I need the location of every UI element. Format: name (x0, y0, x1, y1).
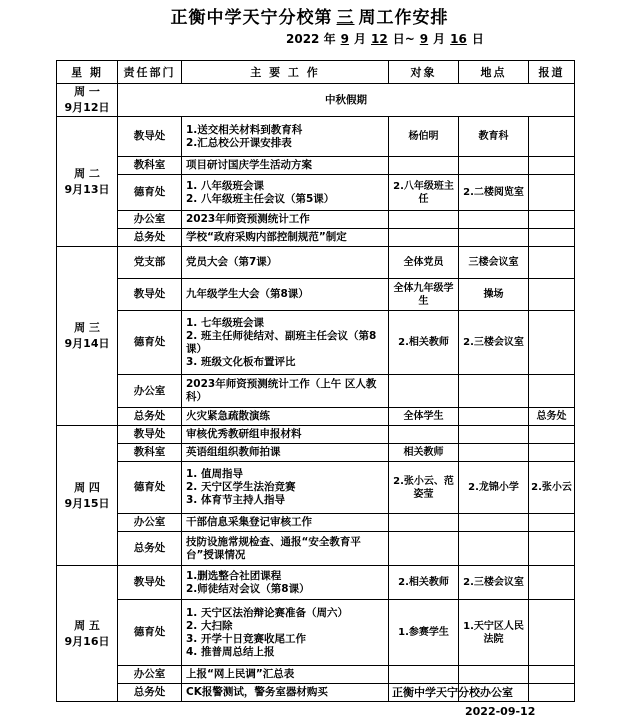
target-cell (389, 229, 459, 247)
schedule-table (56, 60, 575, 702)
title-prefix: 正衡中学天宁分校第 (170, 8, 333, 28)
day-date: 9月16日 (64, 634, 110, 648)
place-cell: 1.天宁区人民法院 (459, 600, 529, 666)
header-target: 对象 (389, 61, 459, 84)
target-cell: 2.八年级班主任 (389, 175, 459, 211)
day-date: 9月15日 (64, 496, 110, 510)
table-row (57, 566, 575, 600)
target-cell (389, 666, 459, 684)
table-row (57, 514, 575, 532)
place-cell (459, 444, 529, 462)
day-name: 周 二 (74, 166, 100, 180)
department-cell: 教导处 (118, 117, 182, 157)
work-line: 1. 天宁区法治辩论赛准备（周六） (186, 606, 348, 619)
work-line: 2.汇总校公开课安排表 (186, 136, 292, 149)
place-cell (459, 514, 529, 532)
work-cell (182, 247, 389, 279)
header-row (57, 61, 575, 84)
table-row (57, 175, 575, 211)
day-cell-thu (57, 426, 118, 566)
work-cell (182, 211, 389, 229)
place-cell (459, 375, 529, 408)
report-cell (529, 247, 575, 279)
table-row (57, 117, 575, 157)
target-cell (389, 375, 459, 408)
target-cell (389, 426, 459, 444)
report-cell (529, 117, 575, 157)
target-cell (389, 157, 459, 175)
work-cell (182, 600, 389, 666)
day-name: 周 三 (74, 321, 100, 334)
work-cell (182, 566, 389, 600)
report-cell (529, 532, 575, 566)
work-line: 1.送交相关材料到教育科 (186, 123, 303, 136)
report-cell (529, 566, 575, 600)
department-cell: 办公室 (118, 666, 182, 684)
report-cell: 总务处 (529, 408, 575, 426)
department-cell: 教科室 (118, 157, 182, 175)
target-cell (389, 514, 459, 532)
department-cell: 办公室 (118, 211, 182, 229)
day-name: 周 四 (74, 480, 100, 494)
target-cell: 1.参赛学生 (389, 600, 459, 666)
table-row (57, 666, 575, 684)
report-cell (529, 175, 575, 211)
work-cell (182, 311, 389, 375)
work-cell (182, 514, 389, 532)
day-cell-tue (57, 117, 118, 247)
report-cell (529, 666, 575, 684)
work-line: 2023年师资预测统计工作 (186, 213, 310, 225)
report-cell (529, 311, 575, 375)
header-department: 责任部门 (118, 61, 182, 84)
footer-org: 正衡中学天宁分校办公室 (392, 686, 513, 699)
report-cell (529, 229, 575, 247)
place-cell (459, 157, 529, 175)
work-cell (182, 229, 389, 247)
place-cell: 2.龙锦小学 (459, 462, 529, 514)
department-cell: 德育处 (118, 462, 182, 514)
report-cell (529, 157, 575, 175)
work-line: 项目研讨国庆学生活动方案 (186, 159, 312, 171)
work-line: 2023年师资预测统计工作（上午 区人教科） (186, 378, 377, 403)
work-cell (182, 408, 389, 426)
place-cell (459, 408, 529, 426)
day-cell-fri (57, 566, 118, 702)
work-line: 2. 八年级班主任会议（第5课） (186, 192, 335, 205)
report-cell: 2.张小云 (529, 462, 575, 514)
table-row (57, 444, 575, 462)
work-line: 3. 体育节主持人指导 (186, 494, 285, 506)
work-cell (182, 532, 389, 566)
table-row (57, 532, 575, 566)
work-line: 2.师徒结对会议（第8课） (186, 582, 310, 595)
day-date: 9月14日 (64, 337, 110, 350)
department-cell: 总务处 (118, 532, 182, 566)
header-report: 报道 (529, 61, 575, 84)
table-row (57, 157, 575, 175)
target-cell: 全体九年级学生 (389, 279, 459, 311)
target-cell (389, 211, 459, 229)
place-cell: 教育科 (459, 117, 529, 157)
department-cell: 德育处 (118, 175, 182, 211)
table-row (57, 408, 575, 426)
table-row (57, 279, 575, 311)
place-cell (459, 532, 529, 566)
table-row (57, 229, 575, 247)
work-line: 上报“网上民调”汇总表 (186, 668, 295, 680)
work-line: 党员大会（第7课） (186, 256, 278, 268)
footer-date: 2022-09-12 (465, 705, 536, 718)
place-cell: 2.三楼会议室 (459, 311, 529, 375)
department-cell: 德育处 (118, 311, 182, 375)
department-cell: 总务处 (118, 229, 182, 247)
holiday-cell: 中秋假期 (118, 84, 575, 117)
table-row (57, 211, 575, 229)
work-cell (182, 444, 389, 462)
work-cell (182, 462, 389, 514)
target-cell: 相关教师 (389, 444, 459, 462)
place-cell: 2.三楼会议室 (459, 566, 529, 600)
header-place: 地点 (459, 61, 529, 84)
table-row (57, 375, 575, 408)
work-cell (182, 684, 389, 702)
target-cell: 2.张小云、范姿莹 (389, 462, 459, 514)
day-name: 周 一 (74, 85, 100, 98)
page-title (0, 3, 619, 28)
target-cell: 杨伯明 (389, 117, 459, 157)
work-line: 2. 天宁区学生法治竞赛 (186, 481, 296, 493)
report-cell (529, 684, 575, 702)
work-line: 九年级学生大会（第8课） (186, 288, 309, 300)
report-cell (529, 600, 575, 666)
place-cell: 操场 (459, 279, 529, 311)
place-cell (459, 229, 529, 247)
work-line: 2. 班主任师徒结对、副班主任会议（第8课） (186, 329, 377, 355)
department-cell: 德育处 (118, 600, 182, 666)
header-weekday: 星 期 (57, 61, 118, 84)
department-cell: 教导处 (118, 566, 182, 600)
day-name: 周 五 (74, 618, 100, 632)
work-line: 审核优秀教研组申报材料 (186, 428, 302, 440)
work-line: 3. 开学十日竞赛收尾工作 (186, 632, 306, 645)
report-cell (529, 279, 575, 311)
work-line: 技防设施常规检查、通报“安全教育平台”授课情况 (186, 535, 361, 561)
table-row (57, 311, 575, 375)
report-cell (529, 211, 575, 229)
work-line: 英语组组织教师拍课 (186, 446, 281, 458)
title-suffix: 周工作安排 (358, 8, 449, 28)
work-line: 2. 大扫除 (186, 619, 233, 632)
report-cell (529, 375, 575, 408)
work-cell (182, 117, 389, 157)
date-range: 2022 年 9 月 12 日~ 9 月 16 日 (286, 32, 484, 46)
department-cell: 党支部 (118, 247, 182, 279)
work-cell (182, 666, 389, 684)
place-cell (459, 426, 529, 444)
department-cell: 办公室 (118, 514, 182, 532)
work-line: CK报警测试，警务室器材购买 (186, 686, 328, 698)
work-line: 4. 推普周总结上报 (186, 645, 275, 658)
day-cell-mon (57, 84, 118, 117)
department-cell: 总务处 (118, 408, 182, 426)
table-row (57, 426, 575, 444)
work-cell (182, 426, 389, 444)
place-cell (459, 666, 529, 684)
work-line: 学校“政府采购内部控制规范”制定 (186, 231, 347, 243)
report-cell (529, 514, 575, 532)
work-line: 1.删选整合社团课程 (186, 569, 282, 582)
work-cell (182, 175, 389, 211)
target-cell: 2.相关教师 (389, 566, 459, 600)
work-line: 1. 七年级班会课 (186, 316, 264, 329)
place-cell: 三楼会议室 (459, 247, 529, 279)
target-cell: 全体学生 (389, 408, 459, 426)
work-cell (182, 157, 389, 175)
report-cell (529, 444, 575, 462)
header-main-work: 主 要 工 作 (182, 61, 389, 84)
target-cell (389, 532, 459, 566)
department-cell: 总务处 (118, 684, 182, 702)
work-line: 1. 值周指导 (186, 468, 243, 480)
target-cell: 2.相关教师 (389, 311, 459, 375)
place-cell (459, 211, 529, 229)
department-cell: 教导处 (118, 279, 182, 311)
day-date: 9月12日 (64, 101, 110, 114)
title-week-number: 三 (336, 8, 355, 28)
department-cell: 教导处 (118, 426, 182, 444)
table-row (57, 247, 575, 279)
table-row (57, 84, 575, 117)
work-line: 火灾紧急疏散演练 (186, 410, 270, 422)
work-cell (182, 279, 389, 311)
day-cell-wed (57, 247, 118, 426)
department-cell: 教科室 (118, 444, 182, 462)
work-line: 3. 班级文化板布置评比 (186, 355, 296, 368)
table-row (57, 462, 575, 514)
report-cell (529, 426, 575, 444)
work-cell (182, 375, 389, 408)
work-line: 干部信息采集登记审核工作 (186, 516, 312, 528)
day-date: 9月13日 (64, 182, 110, 196)
table-row (57, 600, 575, 666)
department-cell: 办公室 (118, 375, 182, 408)
target-cell: 全体党员 (389, 247, 459, 279)
place-cell: 2.二楼阅览室 (459, 175, 529, 211)
work-line: 1. 八年级班会课 (186, 179, 264, 192)
